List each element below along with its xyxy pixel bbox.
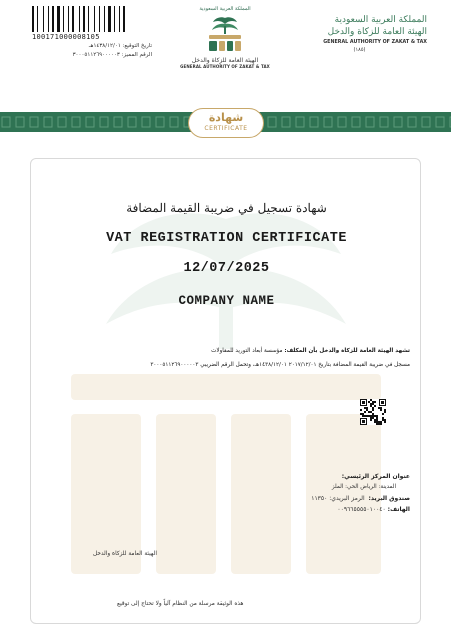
qr-module [384, 409, 386, 411]
band-pattern-cell [408, 117, 416, 127]
qr-module [376, 421, 378, 423]
barcode-bar [65, 6, 67, 32]
qr-module [364, 415, 366, 417]
phone-value: ٠٠٩٦٦٥٥٥٥٠١٠٠٤٠ [337, 506, 386, 513]
certificate-box [30, 158, 421, 624]
qr-module [362, 420, 365, 423]
qr-module [376, 417, 378, 419]
barcode-bar [45, 6, 47, 32]
certification-line [50, 344, 410, 358]
band-pattern-cell [86, 117, 94, 127]
barcode-bar [39, 6, 42, 32]
band-pattern-cell [100, 117, 108, 127]
band-pattern-cell [422, 117, 430, 127]
qr-module [370, 399, 372, 401]
barcode-bar [75, 6, 78, 32]
qr-module [380, 421, 382, 423]
barcode-bar [72, 6, 74, 32]
postal-code: الرمز البريدي: ١١٣٥٠ [311, 495, 365, 502]
certificate-date: 12/07/2025 [183, 261, 270, 276]
main-address-label: عنوان المركز الرئيسي: [341, 473, 410, 480]
certificate-badge [188, 108, 264, 138]
certificate-title-ar: شهادة تسجيل في ضريبة القيمة المضافة [126, 201, 327, 215]
barcode-bar [126, 6, 127, 32]
barcode-bar [88, 6, 89, 32]
barcode-bar [112, 6, 113, 32]
qr-module [382, 419, 384, 421]
kingdom-seal-text: المملكة العربية السعودية [199, 6, 251, 12]
qr-module [384, 411, 386, 413]
barcode-bar [32, 6, 34, 32]
authority-name-ar-right: الهيئة العامة للزكاة والدخل [327, 27, 427, 37]
registration-line: مسجل في ضريبة القيمة المضافة بتاريخ ٢٠١٧/١٢/٠١ ١٤٣٨/١٢/٠١هـ، وتحمل الرقم الضريبي ٣٠٠٠٥١١٢٦٩٠٠٠٠٠٣ [150, 362, 410, 368]
barcode-bars [32, 6, 132, 32]
band-pattern-cell [268, 117, 276, 127]
barcode-bar [123, 6, 125, 32]
band-pattern-cell [156, 117, 164, 127]
barcode-bar [37, 6, 38, 32]
authority-name-en: GENERAL AUTHORITY OF ZAKAT & TAX [180, 64, 270, 69]
qr-module [370, 415, 372, 417]
barcode-bar [79, 6, 80, 32]
qr-module [372, 413, 374, 415]
address-block [250, 471, 410, 515]
qr-module [374, 401, 376, 403]
badge-label-en: CERTIFICATE [204, 125, 248, 132]
phone-label: الهاتف: [387, 506, 410, 513]
qr-module [368, 401, 370, 403]
barcode-bar [108, 6, 111, 32]
qr-module [374, 419, 376, 421]
barcode [32, 6, 132, 41]
qr-module [368, 415, 370, 417]
band-pattern-cell [352, 117, 360, 127]
company-name: COMPANY NAME [178, 294, 275, 308]
barcode-bar [116, 6, 118, 32]
issue-info [32, 42, 152, 60]
qr-module [384, 421, 386, 423]
qr-module [366, 409, 368, 411]
band-pattern-cell [72, 117, 80, 127]
barcode-bar [55, 6, 56, 32]
barcode-bar [68, 6, 69, 32]
qr-module [370, 403, 372, 405]
barcode-bar [114, 6, 115, 32]
qr-module [378, 407, 380, 409]
qr-module [372, 415, 374, 417]
authority-logo-right [292, 14, 427, 53]
certification-intro: تشهد الهيئة العامة للزكاة والدخل بأن المكلف: [284, 348, 410, 354]
barcode-bar [90, 6, 93, 32]
qr-module [370, 405, 372, 407]
band-pattern-cell [170, 117, 178, 127]
city-district: المدينة: الرياض الحي: الملز [331, 484, 396, 490]
band-pattern-cell [310, 117, 318, 127]
authority-code: (١٨٥) [353, 47, 366, 53]
barcode-bar [94, 6, 95, 32]
qr-module [360, 409, 362, 411]
qr-module [380, 423, 382, 425]
barcode-bar [61, 6, 62, 32]
signature-authority: الهيئة العامة للزكاة والدخل [93, 551, 157, 557]
barcode-bar [101, 6, 103, 32]
band-pattern-cell [380, 117, 388, 127]
barcode-bar [63, 6, 64, 32]
barcode-bar [99, 6, 100, 32]
certificate-body [50, 344, 410, 372]
qr-module [362, 413, 364, 415]
barcode-bar [52, 6, 54, 32]
band-pattern-cell [282, 117, 290, 127]
barcode-bar [83, 6, 85, 32]
qr-module [372, 401, 374, 403]
qr-module [370, 417, 372, 419]
authority-name-ar: الهيئة العامة للزكاة والدخل [191, 57, 259, 64]
barcode-bar [48, 6, 49, 32]
qr-module [376, 419, 378, 421]
qr-module [381, 401, 384, 404]
qr-module [376, 423, 378, 425]
qr-module [370, 411, 372, 413]
authority-name-en-right: GENERAL AUTHORITY OF ZAKAT & TAX [323, 40, 427, 45]
band-pattern-cell [324, 117, 332, 127]
qr-module [372, 407, 374, 409]
band-pattern-cell [58, 117, 66, 127]
band-pattern-cell [296, 117, 304, 127]
qr-module [382, 413, 384, 415]
tin-number: الرقم المميز: ٣٠٠٠٥١١٢٦٩٠٠٠٠٠٣ [72, 52, 152, 58]
qr-module [380, 407, 382, 409]
zakat-logo [175, 6, 275, 69]
qr-module [372, 409, 374, 411]
qr-module [368, 411, 370, 413]
certificate-title-en: VAT REGISTRATION CERTIFICATE [106, 231, 347, 246]
band-pattern-cell [338, 117, 346, 127]
po-box-row [250, 493, 410, 504]
qr-module [374, 415, 376, 417]
qr-module [366, 407, 368, 409]
kingdom-name-ar: المملكة العربية السعودية [334, 15, 427, 25]
qr-module [364, 407, 366, 409]
qr-module [360, 413, 362, 415]
band-pattern-cell [16, 117, 24, 127]
barcode-bar [81, 6, 82, 32]
palm-watermark-icon [31, 159, 421, 624]
qr-module [372, 417, 374, 419]
band-pattern-cell [436, 117, 444, 127]
qr-module [380, 409, 382, 411]
barcode-bar [57, 6, 60, 32]
phone-row [250, 504, 410, 515]
qr-module [364, 411, 366, 413]
qr-module [374, 421, 376, 423]
qr-module [378, 423, 380, 425]
barcode-bar [119, 6, 120, 32]
qr-module [362, 415, 364, 417]
band-pattern-cell [114, 117, 122, 127]
qr-code-icon [360, 399, 386, 425]
issue-date: تاريخ التوقيع: ١٤٣٨/١٢/٠١هـ [88, 43, 152, 49]
barcode-bar [50, 6, 51, 32]
qr-module [362, 401, 365, 404]
badge-label-ar: شهادة [208, 111, 244, 124]
qr-module [366, 415, 368, 417]
barcode-bar [35, 6, 36, 32]
band-pattern-cell [128, 117, 136, 127]
qr-module [370, 419, 372, 421]
band-pattern-cell [394, 117, 402, 127]
barcode-bar [121, 6, 122, 32]
band-pattern-cell [142, 117, 150, 127]
band-pattern-cell [44, 117, 52, 127]
footer-note: هذه الوثيقة مرسلة من النظام آلياً ولا تحتاج إلى توقيع [117, 601, 244, 607]
band-pattern-cell [30, 117, 38, 127]
barcode-bar [43, 6, 44, 32]
qr-module [378, 421, 380, 423]
band-pattern-cell [366, 117, 374, 127]
qr-module [382, 417, 384, 419]
qr-module [372, 403, 374, 405]
barcode-bar [106, 6, 107, 32]
qr-module [376, 415, 378, 417]
po-box-label: صندوق البريد: [368, 495, 410, 502]
barcode-bar [70, 6, 71, 32]
band-pattern-cell [2, 117, 10, 127]
barcode-bar [86, 6, 87, 32]
barcode-bar [96, 6, 98, 32]
barcode-number: 100171000008105 [32, 33, 100, 41]
qr-module [374, 405, 376, 407]
taxpayer-name: مؤسسة أبعاد التوريد للمقاولات [211, 348, 285, 354]
barcode-bar [104, 6, 105, 32]
qr-module [384, 419, 386, 421]
palm-logo-icon [203, 14, 247, 56]
